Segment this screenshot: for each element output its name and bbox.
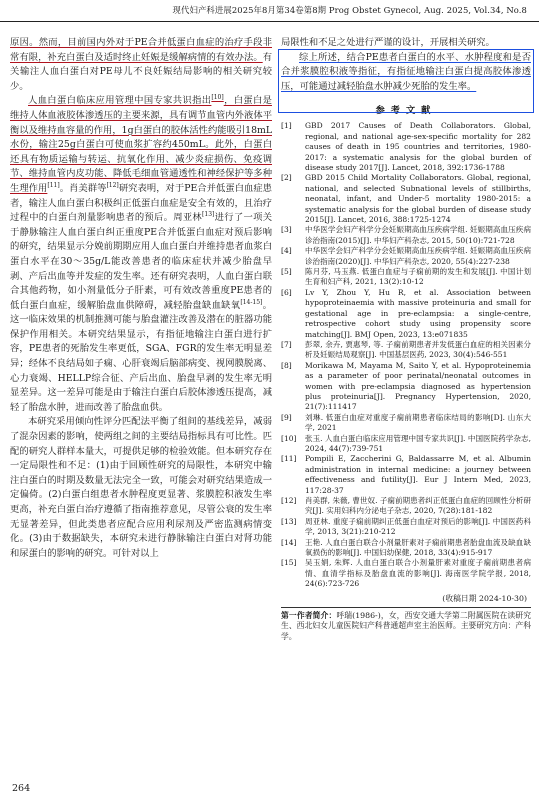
- citation-10: [10]: [211, 94, 224, 102]
- citation-11: [11]: [47, 181, 60, 189]
- reference-number: [8]: [281, 360, 292, 370]
- received-date: (收稿日期 2024-10-30): [442, 593, 527, 603]
- mechanism-text: 。这一临床效果的机制推测可能与胎盘灌注改善及潜在的脏器功能保护作用相关。本研究结果显示，有指征地输注白蛋白进行扩容，PE患者的死胎发生率更低，SGA、FGR的发生率无明显差异；经体不良结局如子痫、心肝衰竭后脑部病变、视网膜脱离、心力衰竭、HELLP综合征、产后出血、胎盘早剥的发生率无明显差异。这一差异可能是由于输注白蛋白后胶体渗透压提高，减轻了胎盘水肿，进而改善了胎盘血供。: [10, 299, 272, 413]
- reference-text: 中华医学会妇产科学分会妊娠期高血压疾病学组. 妊娠期高血压疾病诊治指南(2015)[J]. 中华妇产科杂志, 2015, 50(10):721-728: [305, 225, 531, 245]
- reference-number: [13]: [281, 516, 297, 526]
- header-rule: [0, 21, 539, 22]
- reference-text: Morikawa M, Mayama M, Saito Y, et al. Hypoproteinemia as a parameter of poor perinatal/neonatal outcomes in women with pre-eclampsia diagnosed as hypertension plus proteinuria[J]. Pregnancy Hypertension, 2020, 21(7):111417: [305, 360, 531, 412]
- reference-item: [281, 413, 531, 434]
- page-header: [0, 0, 539, 22]
- reference-text: GBD 2015 Child Mortality Collaborators. Global, regional, national, and selected Subnational levels of stillbirths, neonatal, infant, and Under-5 mortality 1980-2015: a systematic analysis for the global burden of disease study 2015[J]. Lancet, 2016, 388:1725-1274: [305, 173, 531, 225]
- author-bio-label: 第一作者简介：: [281, 610, 337, 620]
- reference-text: 王艳. 人血白蛋白联合小剂量肝素对子痫前期患者胎盘血流及缺血缺氧损伤的影响[J]. 中国妇幼保健, 2018, 33(4):915-917: [305, 537, 531, 558]
- reference-item: [281, 121, 531, 173]
- paragraph-2: [10, 94, 272, 415]
- reference-number: [14]: [281, 537, 297, 547]
- reference-item: [281, 246, 531, 267]
- references-heading: 参考文献: [375, 105, 437, 117]
- reference-number: [2]: [281, 173, 292, 183]
- reference-item: [281, 340, 531, 361]
- reference-number: [5]: [281, 267, 292, 277]
- reference-text: 中华医学会妇产科学分会妊娠期高血压疾病学组. 妊娠期高血压疾病诊治指南(2020)[J]. 中华妇产科杂志, 2020, 55(4):227-238: [305, 246, 531, 266]
- citation-14-15: [14-15]: [240, 298, 263, 306]
- reference-item: [281, 225, 531, 246]
- conclusion-block: [281, 51, 531, 95]
- reference-number: [12]: [281, 496, 297, 505]
- author-bio: [281, 611, 531, 643]
- highlighted-sentence: 原因。然而，目前国内外对于PE合并低蛋白血症的治疗手段非常有限，补充白蛋白及适时终止妊娠是缓解病情的有效办法。: [10, 37, 272, 63]
- reference-text: 彭翠, 余卉, 贾惠琴, 等. 子痫前期患者并发低蛋白血症的相关因素分析及妊娠结局观察[J]. 中国基层医药, 2023, 30(4):546-551: [305, 339, 531, 360]
- reference-item: [281, 361, 531, 413]
- reference-item: [281, 288, 531, 340]
- paragraph-3: 本研究采用倾向性评分匹配法平衡了组间的基线差异，减弱了混杂因素的影响，使两组之间的主要结局指标具有可比性。匹配的研究人群样本量大，可提供足够的检验效能。但本研究存在一定局限性和不足：(1)由于回顾性研究的局限性，本研究中输注白蛋白的时期及数量无法完全一致，可能会对研究结果造成一定偏倚。(2)白蛋白组患者水肿程度更显著、浆膜腔积液发生率更高，补充白蛋白治疗遵循了指南推荐意见，尽管公衰的发生率无显著差异，但此类患者应配合应用利尿剂及严密监测病情变化。(3)由于数据缺失，本研究未进行静脉输注白蛋白对肾功能和尿蛋白的影响的研究。可针对以上: [10, 416, 272, 559]
- consensus-citation-text: 人血白蛋白临床应用管理中国专家共识指出: [28, 95, 212, 107]
- reference-number: [11]: [281, 454, 297, 464]
- reference-number: [4]: [281, 246, 292, 256]
- reference-number: [7]: [281, 339, 292, 349]
- citation-13: [13]: [202, 211, 215, 219]
- reference-item: [281, 538, 531, 559]
- reference-number: [1]: [281, 121, 292, 131]
- albumin-function-text: ，白蛋白是维持人体血液胶体渗透压的主要来源，具有调节血管内外液体平衡以及维持血容量的作用，1g白蛋白的胶体活性约能吸引18mL水份，输注25g白蛋白可使血浆扩容约450mL。此外，白蛋白还具有物质运输与转运、抗氧化作用、减少炎症损伤、免疫调节、维持血管内皮功能、降低毛细血管通透性和神经保护等多种生理作用: [10, 95, 272, 194]
- reference-text: 吴玉娟, 朱辉. 人血白蛋白联合小剂量肝素对重度子痫前期患者病情、血清学指标及胎盘血流的影响[J]. 海南医学院学报, 2018, 24(6):723-726: [305, 558, 531, 589]
- reference-text: Lv Y, Zhou Y, Hu R, et al. Association between hypoproteinaemia with massive proteinuria and small for gestational age in pre-eclampsia: a single-centre, retrospective cohort study using propensity score matching[J]. BMJ Open, 2023, 13:e071835: [305, 287, 531, 339]
- author-rule: [281, 607, 531, 608]
- paragraph-1: [10, 36, 272, 94]
- reference-text: 张玉. 人血白蛋白临床应用管理中国专家共识[J]. 中国医院药学杂志, 2024, 44(7):739-751: [305, 433, 531, 453]
- reference-item: [281, 558, 531, 589]
- xiao-study-intro: 。肖美群等: [59, 182, 107, 194]
- right-column: [281, 36, 531, 643]
- xiao-study-text: 研究表明，对于PE合并低蛋白血症患者，输注人血白蛋白积极纠正低蛋白血症是安全有效的，且治疗过程中的白蛋白剂量影响患者的预后。周亚林: [10, 182, 272, 224]
- reference-item: [281, 517, 531, 538]
- zhou-study-text: 进行了一项关于静脉输注人血白蛋白纠正重度PE合并低蛋白血症对预后影响的研究，结果显示分娩前期期应用人血白蛋白并维持患者血浆白蛋白水平在30～35g/L能改善患者的临床症状并减少胎盘早剥、产后出血等并发症的发生率。还有研究表明，人血白蛋白联合其他药物，如小剂量低分子肝素，可有效改善重度PE患者的低白蛋白血症，缓解胎盘血供障碍，减轻胎盘缺血缺氧: [10, 212, 272, 311]
- reference-item: [281, 496, 531, 517]
- left-column: [10, 36, 272, 561]
- references-list: [281, 121, 531, 589]
- conclusion-paragraph: 综上所述，结合PE患者白蛋白的水平、水肿程度和是否合并浆膜腔积液等指征，有指征地输注白蛋白提高胶体渗透压，可能通过减轻胎盘水肿减少死胎的发生率。: [281, 51, 531, 92]
- reference-number: [3]: [281, 225, 292, 235]
- author-bio-text: 呼瑞(1986-)，女，西安交通大学第二附属医院在读研究生、西北妇女儿童医院妇产科普通超声室主治医师。主要研究方向：产科学。: [281, 610, 531, 642]
- reference-number: [6]: [281, 287, 292, 297]
- reference-text: 周亚林. 重度子痫前期纠正低蛋白血症对预后的影响[J]. 中国医药科学, 2013, 3(21):210-212: [305, 516, 531, 537]
- reference-text: GBD 2017 Causes of Death Collaborators. Global, regional, and national age-sex-specific mortality for 282 causes of death in 195 countries and territories, 1980-2017: a systematic analysis for the global burden of disease study 2017[J]. Lancet, 2018, 392:1736-1788: [305, 121, 531, 172]
- reference-text: 刘琳. 低蛋白血症对重度子痫前期患者临床结局的影响[D]. 山东大学, 2021: [305, 412, 531, 433]
- reference-item: [281, 267, 531, 288]
- page-number: 264: [12, 783, 31, 794]
- reference-number: [15]: [281, 558, 297, 568]
- reference-item: [281, 454, 531, 496]
- reference-text: 肖美群, 朱薇, 曹世奴. 子痫前期患者纠正低蛋白血症的回顾性分析研究[J]. 实用妇科内分泌电子杂志, 2020, 7(28):181-182: [305, 496, 531, 516]
- reference-item: [281, 173, 531, 225]
- reference-number: [9]: [281, 412, 292, 422]
- paragraph-1-tail: 有关输注人血白蛋白对PE母儿不良妊娠结局影响的相关研究较少。: [10, 51, 272, 92]
- citation-12: [12]: [106, 181, 119, 189]
- reference-number: [10]: [281, 433, 297, 443]
- reference-text: Pompili E, Zaccherini G, Baldassarre M, et al. Albumin administration in internal medicine: a journey between effectiveness and futility[J]. Eur J Intern Med, 2023, 117:28-37: [305, 454, 531, 495]
- reference-text: 陈月芬, 马玉燕. 低蛋白血症与子痫前期的发生和发展[J]. 中国计划生育和妇产科, 2021, 13(2):10-12: [305, 267, 531, 287]
- reference-item: [281, 434, 531, 455]
- journal-header: 现代妇产科进展2025年8月第34卷第8期 Prog Obstet Gynecol, Aug. 2025, Vol.34, No.8: [172, 5, 527, 15]
- paragraph-continued: 局限性和不足之处进行严谨的设计，开展相关研究。: [281, 37, 495, 48]
